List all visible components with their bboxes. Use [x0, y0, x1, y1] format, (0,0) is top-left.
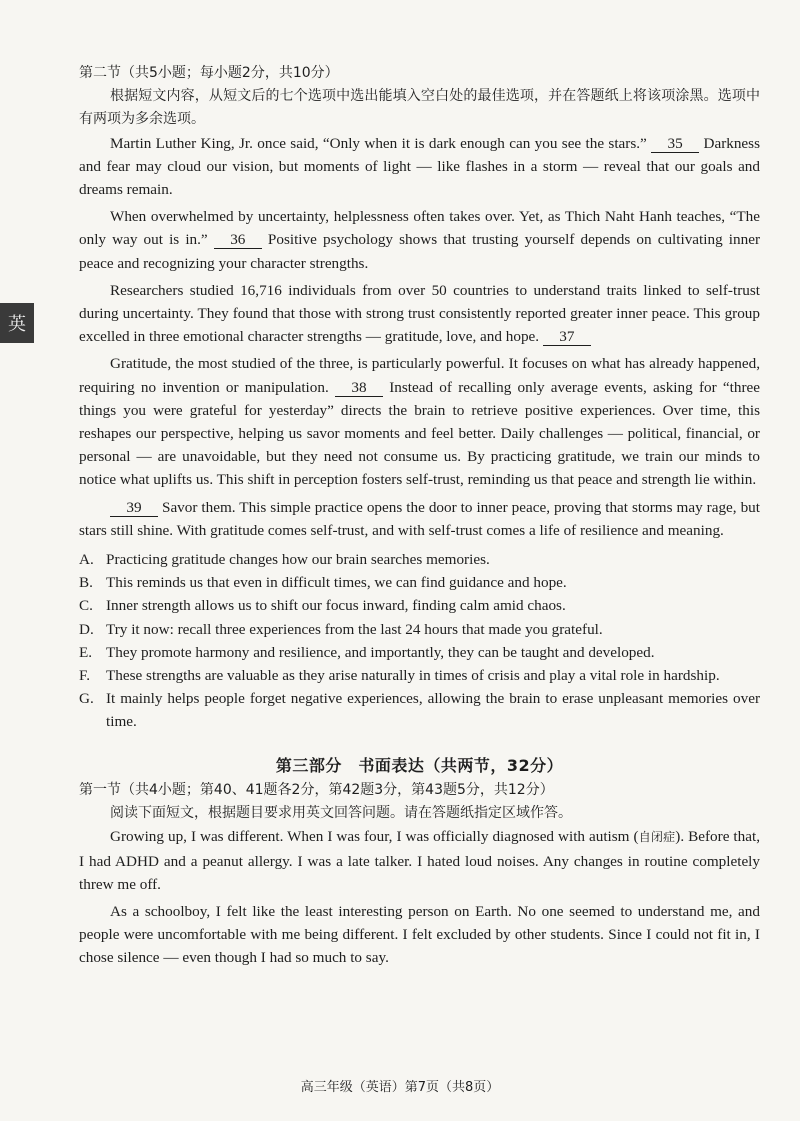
reading-paragraph-2: As a schoolboy, I felt like the least interesting person on Earth. No one seemed to understand me, and people were uncomfortable with me being different. I felt excluded by other students. Since I could not fit in, I chose silence — even though I had so much to say.: [79, 902, 760, 967]
page-content: [79, 62, 760, 970]
option-text: This reminds us that even in difficult times, we can find guidance and hope.: [106, 574, 567, 592]
option-d: [79, 618, 760, 641]
option-letter: D.: [79, 620, 94, 638]
paragraph-text: ). Before that, I had ADHD and a peanut allergy. I was a late talker. I hated loud noises. Any changes in routine completely threw me off.: [79, 828, 760, 893]
blank-35: 35: [651, 135, 699, 153]
chinese-gloss: 自闭症: [638, 830, 676, 845]
blank-37: 37: [543, 328, 591, 346]
passage-paragraph-4: [79, 352, 760, 491]
reading-paragraph-1: [79, 825, 760, 896]
paragraph-text: Savor them. This simple practice opens the door to inner peace, proving that storms may rage, but stars still shine. With gratitude comes self-trust, and with self-trust comes a life of resilience and meaning.: [79, 498, 760, 539]
paragraph-text: Gratitude, the most studied of the three, is particularly powerful. It focuses on what has already happened, requiring no invention or manipulation.: [79, 355, 760, 396]
part3-section1-header: 第一节（共4小题；第40、41题各2分，第42题3分，第43题5分，共12分）: [79, 781, 554, 798]
part3-title: 第三部分 书面表达（共两节，32分）: [275, 755, 564, 775]
subject-side-tab: 英: [0, 303, 34, 343]
option-text: Try it now: recall three experiences from the last 24 hours that made you grateful.: [106, 620, 603, 638]
option-letter: B.: [79, 574, 93, 592]
option-e: [79, 641, 760, 664]
paragraph-text: Darkness and fear may cloud our vision, but moments of light — like flashes in a storm — reveal that our goals and dreams remain.: [79, 134, 760, 199]
option-letter: E.: [79, 643, 93, 661]
page-footer: 高三年级（英语）第7页（共8页）: [300, 1080, 500, 1095]
paragraph-text: Instead of recalling only average events, asking for “three things you were grateful for yesterday” directs the brain to retrieve positive experiences. Over time, this reshapes our perspective, helping us savor moments and feel better. Daily challenges — political, financial, or personal — are unavoidable, but they need not consume us. By practicing gratitude, we train our minds to notice what uplifts us. This shift in perception fosters self-trust, reminding us that peace and strength lie within.: [79, 378, 760, 489]
option-text: These strengths are valuable as they arise naturally in times of crisis and play a vital role in hardship.: [106, 667, 720, 685]
option-b: [79, 571, 760, 594]
passage-paragraph-2: [79, 205, 760, 275]
option-text: Inner strength allows us to shift our focus inward, finding calm amid chaos.: [106, 597, 566, 615]
option-f: [79, 664, 760, 687]
blank-36: 36: [214, 231, 262, 249]
option-c: [79, 594, 760, 617]
option-a: [79, 548, 760, 571]
paragraph-text: Researchers studied 16,716 individuals from over 50 countries to understand traits linked to self-trust during uncertainty. They found that those with strong trust consistently reported greater inner peace. This group excelled in three emotional character strengths — gratitude, love, and hope.: [79, 281, 760, 346]
paragraph-text: When overwhelmed by uncertainty, helplessness often takes over. Yet, as Thich Naht Hanh teaches, “The only way out is in.”: [79, 208, 760, 249]
option-letter: G.: [79, 690, 94, 708]
section2-instructions: 根据短文内容，从短文后的七个选项中选出能填入空白处的最佳选项，并在答题纸上将该项涂黑。选项中有两项为多余选项。: [79, 88, 760, 128]
option-text: Practicing gratitude changes how our brain searches memories.: [106, 551, 490, 569]
passage-paragraph-3: [79, 279, 760, 349]
section2-header: 第二节（共5小题；每小题2分，共10分）: [79, 65, 339, 81]
option-g: [79, 687, 760, 733]
passage-paragraph-5: [79, 496, 760, 542]
paragraph-text: Martin Luther King, Jr. once said, “Only when it is dark enough can you see the stars.”: [110, 134, 652, 152]
paragraph-text: Growing up, I was different. When I was four, I was officially diagnosed with autism (: [110, 828, 639, 846]
paragraph-text: Positive psychology shows that trusting yourself depends on cultivating inner peace and recognizing your character strengths.: [79, 231, 760, 272]
blank-38: 38: [335, 379, 383, 397]
options-list: [79, 548, 760, 734]
passage-paragraph-1: [79, 132, 760, 202]
option-letter: F.: [79, 667, 91, 685]
option-text: They promote harmony and resilience, and importantly, they can be taught and developed.: [106, 643, 655, 661]
blank-39: 39: [110, 499, 158, 517]
option-text: It mainly helps people forget negative experiences, allowing the brain to erase unpleasant memories over time.: [106, 690, 760, 731]
option-letter: A.: [79, 551, 94, 569]
option-letter: C.: [79, 597, 93, 615]
part3-instructions: 阅读下面短文，根据题目要求用英文回答问题。请在答题纸指定区域作答。: [110, 805, 572, 822]
